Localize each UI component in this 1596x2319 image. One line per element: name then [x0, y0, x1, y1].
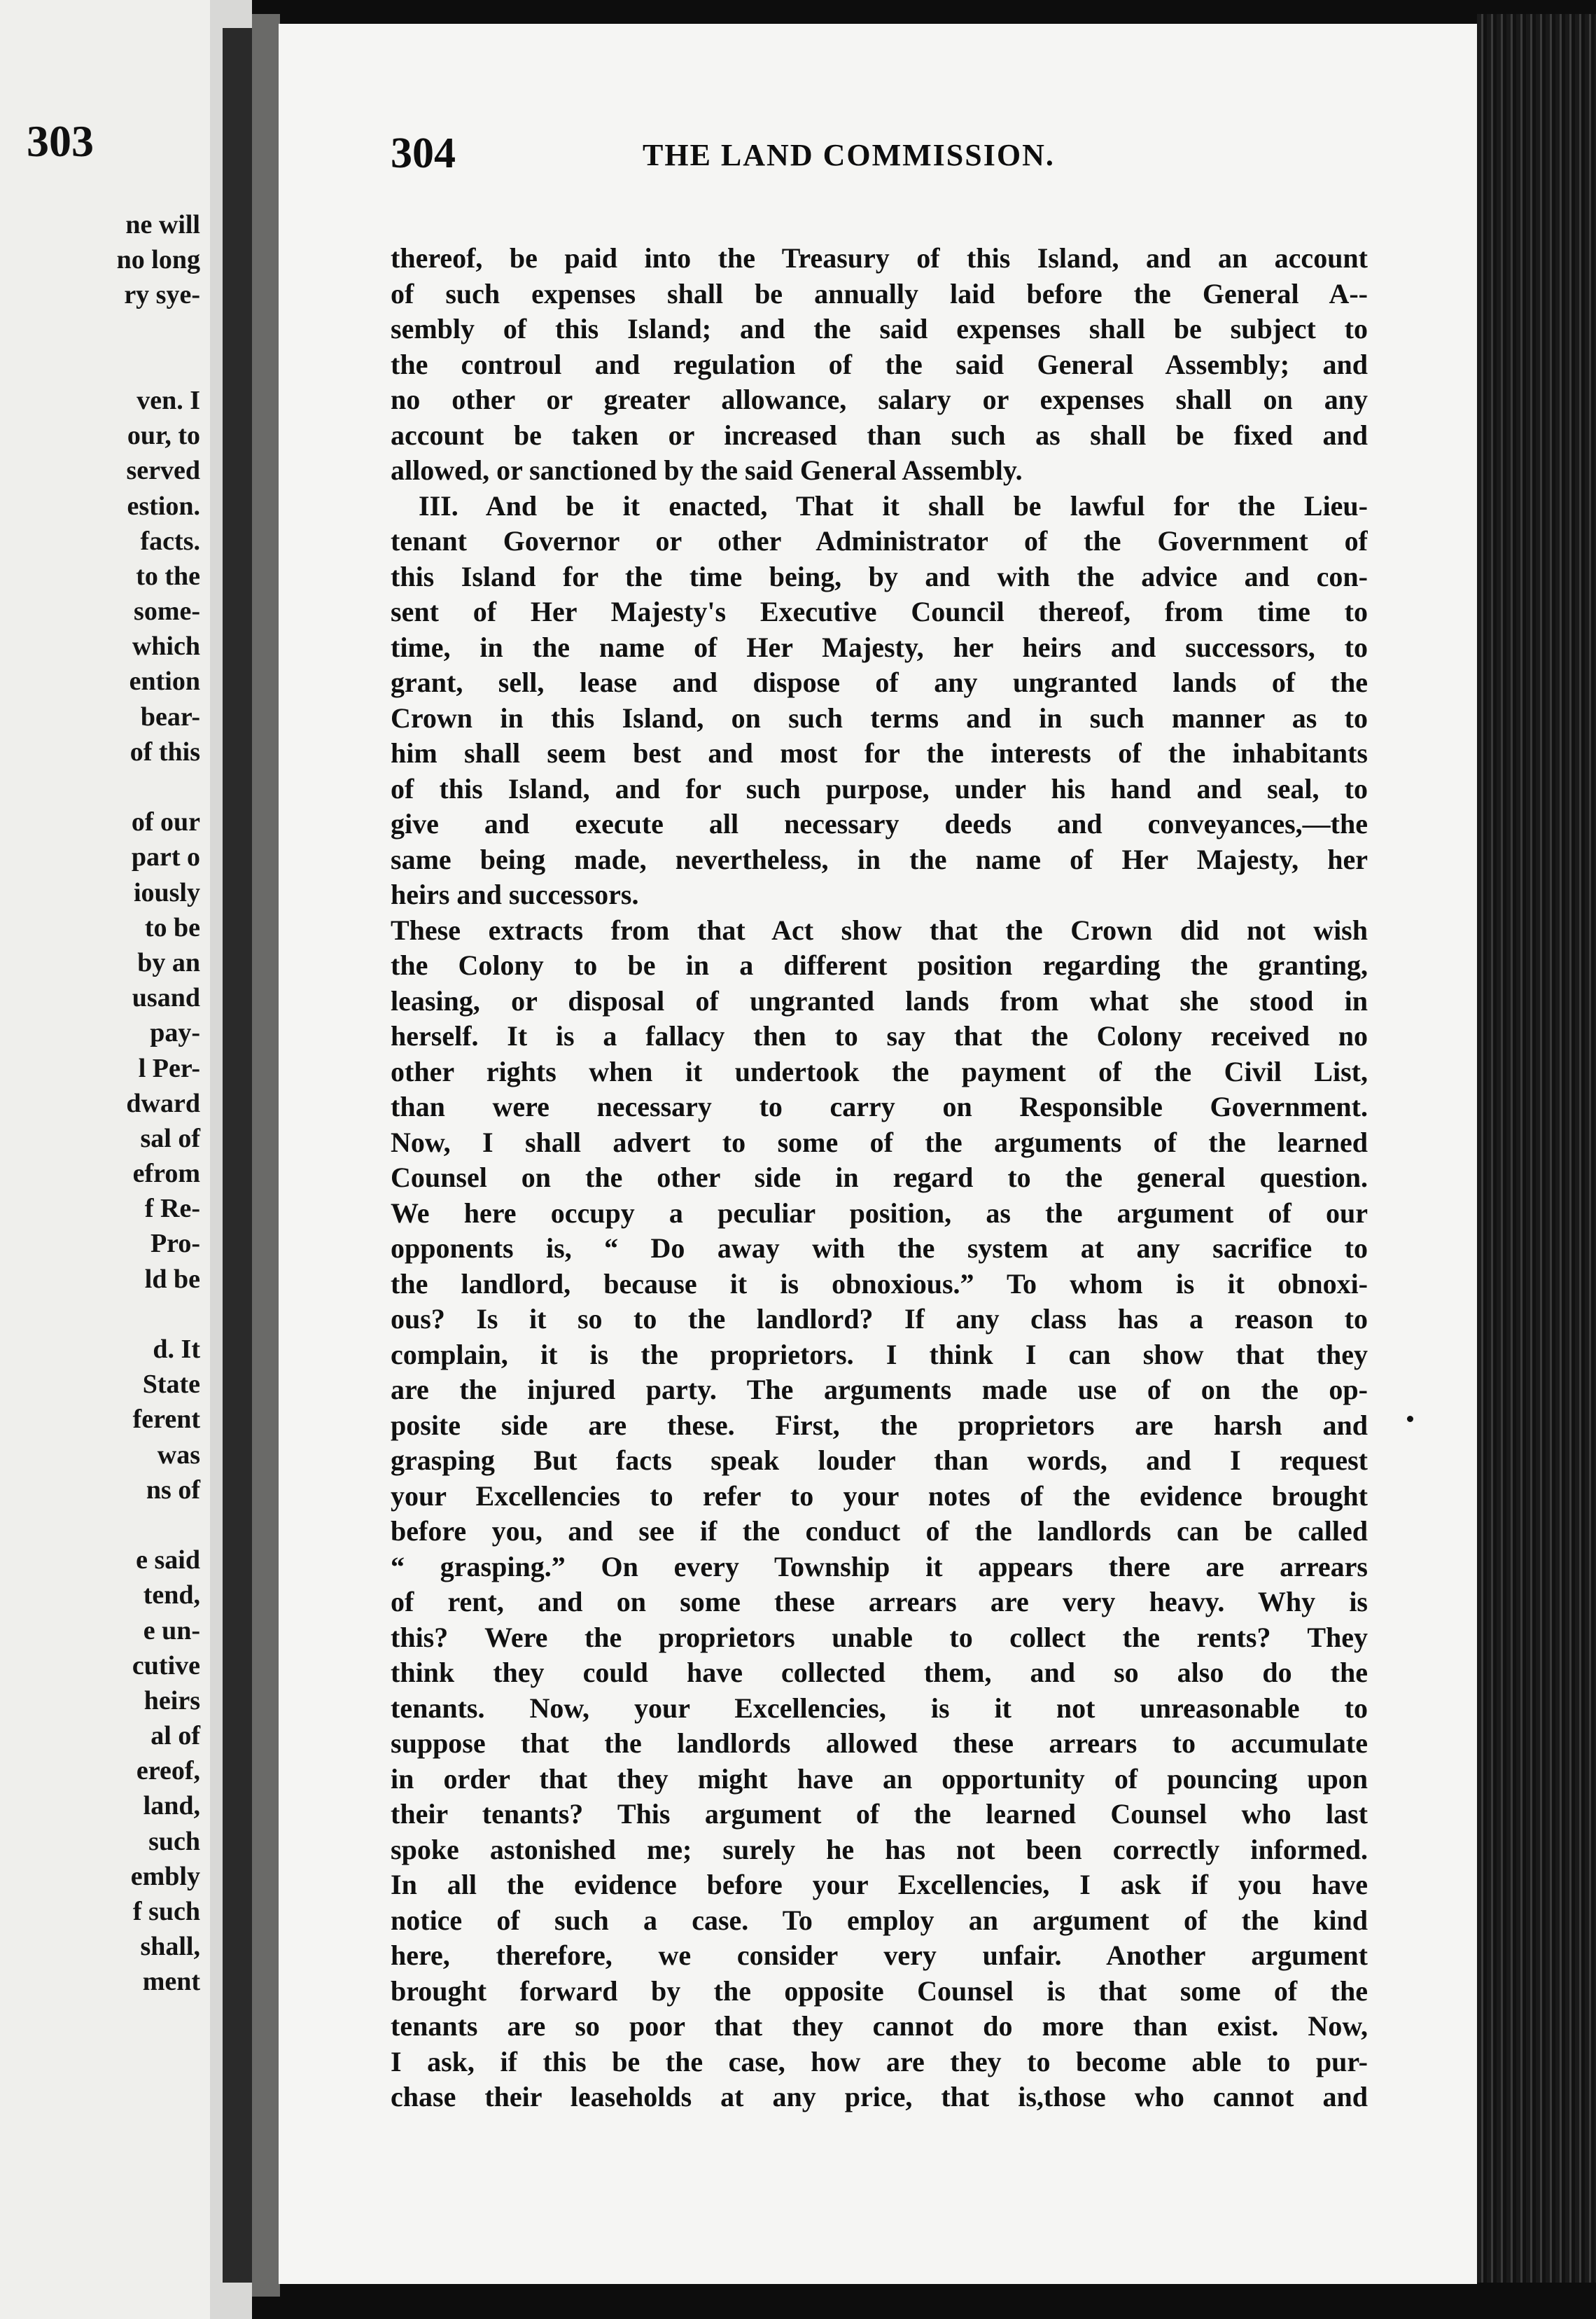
left-page-line-fragment: State: [142, 1370, 200, 1400]
text-line: Now, I shall advert to some of the arguments of the learned: [391, 1126, 1368, 1158]
left-page-line-fragment: ven. I: [136, 385, 200, 415]
left-page-line-fragment: which: [132, 632, 200, 662]
left-page-line-fragment: sal of: [140, 1123, 200, 1153]
text-line: of rent, and on some these arrears are very heavy. Why is: [391, 1586, 1368, 1617]
left-page-line-fragment: e un-: [143, 1615, 200, 1645]
left-page-line-fragment: to be: [144, 912, 200, 942]
text-line: your Excellencies to refer to your notes of the evidence brought: [391, 1479, 1368, 1512]
text-line: time, in the name of Her Majesty, her heirs and successors, to: [391, 631, 1368, 663]
left-page-line-fragment: estion.: [127, 491, 200, 521]
text-line: grant, sell, lease and dispose of any ungranted lands of the: [391, 667, 1368, 698]
facing-page-left: [0, 0, 210, 2319]
text-line: before you, and see if the conduct of the landlords can be called: [391, 1515, 1368, 1547]
text-line: III. And be it enacted, That it shall be lawful for the Lieu-: [419, 489, 1368, 522]
text-line: heirs and successors.: [391, 879, 639, 910]
text-line: than were necessary to carry on Responsible Government.: [391, 1091, 1368, 1122]
page-number: 304: [391, 130, 456, 177]
main-page: [279, 24, 1477, 2284]
left-page-line-fragment: f Re-: [144, 1194, 200, 1224]
left-page-line-fragment: shall,: [140, 1932, 200, 1962]
left-page-line-fragment: heirs: [144, 1685, 200, 1715]
left-page-line-fragment: [4, 769, 200, 805]
text-line: tenants. Now, your Excellencies, is it not unreasonable to: [391, 1692, 1368, 1724]
text-line: no other or greater allowance, salary or expenses shall on any: [391, 384, 1368, 415]
left-page-line-fragment: our, to: [127, 421, 200, 451]
text-line: give and execute all necessary deeds and conveyances,—the: [391, 808, 1368, 840]
text-line: him shall seem best and most for the interests of the inhabitants: [391, 737, 1368, 769]
left-page-line-fragment: ereof,: [136, 1756, 200, 1786]
page-edge: [252, 14, 280, 2297]
left-page-line-fragment: ferent: [132, 1405, 200, 1435]
left-page-line-fragment: facts.: [140, 526, 200, 556]
text-line: the Colony to be in a different position regarding the granting,: [391, 949, 1368, 981]
text-line: this? Were the proprietors unable to collect the rents? They: [391, 1621, 1368, 1653]
left-page-text-fragments: [4, 207, 200, 2000]
ink-speck: [1407, 1416, 1413, 1422]
running-head: [391, 129, 1399, 178]
text-line: here, therefore, we consider very unfair. Another argument: [391, 1940, 1368, 1971]
text-line: grasping But facts speak louder than words, and I request: [391, 1444, 1368, 1476]
text-line: the controul and regulation of the said General Assembly; and: [391, 348, 1368, 380]
left-page-number: 303: [27, 116, 94, 166]
running-title: THE LAND COMMISSION.: [643, 138, 1055, 172]
left-page-line-fragment: was: [157, 1440, 200, 1470]
text-line: These extracts from that Act show that the Crown did not wish: [391, 914, 1368, 946]
left-page-line-fragment: served: [126, 456, 200, 486]
text-line: “ grasping.” On every Township it appears there are arrears: [391, 1550, 1368, 1582]
left-page-line-fragment: tend,: [143, 1580, 200, 1610]
left-page-line-fragment: land,: [143, 1791, 200, 1821]
left-page-line-fragment: by an: [137, 947, 200, 977]
left-page-line-fragment: such: [148, 1826, 200, 1856]
text-line: sent of Her Majesty's Executive Council thereof, from time to: [391, 596, 1368, 627]
text-line: posite side are these. First, the proprietors are harsh and: [391, 1409, 1368, 1441]
left-page-line-fragment: e said: [136, 1545, 200, 1575]
text-line: the landlord, because it is obnoxious.” To whom is it obnoxi-: [391, 1267, 1368, 1300]
text-line: opponents is, “ Do away with the system at any sacrifice to: [391, 1232, 1368, 1264]
text-line: thereof, be paid into the Treasury of this Island, and an account: [391, 242, 1368, 274]
page-stack-edge: [1477, 14, 1596, 2283]
text-line: I ask, if this be the case, how are they to become able to pur-: [391, 2045, 1368, 2077]
text-line: We here occupy a peculiar position, as the argument of our: [391, 1197, 1368, 1229]
text-line: are the injured party. The arguments made use of on the op-: [391, 1374, 1368, 1405]
left-page-line-fragment: ment: [142, 1967, 200, 1997]
left-page-line-fragment: bear-: [140, 702, 200, 732]
text-line: think they could have collected them, and so also do the: [391, 1657, 1368, 1688]
text-line: same being made, nevertheless, in the name of Her Majesty, her: [391, 843, 1368, 875]
text-line: leasing, or disposal of ungranted lands from what she stood in: [391, 984, 1368, 1017]
left-page-line-fragment: some-: [134, 597, 200, 627]
text-line: herself. It is a fallacy then to say that the Colony received no: [391, 1020, 1368, 1052]
left-page-line-fragment: al of: [150, 1721, 200, 1751]
text-line: notice of such a case. To employ an argument of the kind: [391, 1904, 1368, 1936]
left-page-line-fragment: ry sye-: [124, 280, 200, 310]
text-line: brought forward by the opposite Counsel is that some of the: [391, 1975, 1368, 2007]
left-page-line-fragment: ld be: [144, 1264, 200, 1294]
left-page-line-fragment: ns of: [146, 1475, 200, 1505]
left-page-line-fragment: dward: [126, 1088, 200, 1118]
left-page-line-fragment: [4, 1507, 200, 1542]
left-page-line-fragment: part o: [131, 842, 200, 872]
body-text: [391, 241, 1368, 2115]
text-line: suppose that the landlords allowed these arrears to accumulate: [391, 1727, 1368, 1759]
text-line: of such expenses shall be annually laid before the General A--: [391, 277, 1368, 309]
text-line: Crown in this Island, on such terms and in such manner as to: [391, 702, 1368, 734]
text-line: Counsel on the other side in regard to the general question.: [391, 1162, 1368, 1193]
left-page-line-fragment: l Per-: [138, 1053, 200, 1083]
text-line: allowed, or sanctioned by the said General Assembly.: [391, 454, 1023, 486]
text-line: spoke astonished me; surely he has not been correctly informed.: [391, 1833, 1368, 1865]
text-line: sembly of this Island; and the said expenses shall be subject to: [391, 313, 1368, 344]
text-line: in order that they might have an opportunity of pouncing upon: [391, 1762, 1368, 1795]
left-page-line-fragment: [4, 1297, 200, 1332]
left-page-line-fragment: d. It: [153, 1335, 200, 1364]
left-page-line-fragment: to the: [136, 561, 200, 591]
left-page-line-fragment: efrom: [132, 1159, 200, 1189]
left-page-line-fragment: no long: [116, 245, 200, 275]
text-line: other rights when it undertook the payment of the Civil List,: [391, 1055, 1368, 1087]
left-page-line-fragment: f such: [132, 1897, 200, 1926]
text-line: tenant Governor or other Administrator of the Government of: [391, 525, 1368, 557]
text-line: chase their leaseholds at any price, that is,those who cannot and: [391, 2081, 1368, 2112]
left-page-line-fragment: Pro-: [150, 1229, 200, 1259]
left-page-line-fragment: ne will: [125, 210, 200, 239]
text-line: In all the evidence before your Excellencies, I ask if you have: [391, 1869, 1368, 1900]
text-line: this Island for the time being, by and with the advice and con-: [391, 560, 1368, 592]
left-page-line-fragment: [4, 348, 200, 383]
text-line: tenants are so poor that they cannot do more than exist. Now,: [391, 2010, 1368, 2042]
left-page-line-fragment: cutive: [132, 1650, 200, 1680]
left-page-line-fragment: ention: [129, 667, 200, 697]
left-page-line-fragment: usand: [132, 983, 200, 1013]
left-page-line-fragment: embly: [130, 1861, 200, 1891]
left-page-line-fragment: [4, 313, 200, 348]
text-line: complain, it is the proprietors. I think I can show that they: [391, 1338, 1368, 1370]
left-page-line-fragment: iously: [133, 877, 200, 907]
text-line: account be taken or increased than such as shall be fixed and: [391, 419, 1368, 451]
left-page-line-fragment: of this: [130, 737, 200, 767]
text-line: of this Island, and for such purpose, under his hand and seal, to: [391, 772, 1368, 805]
text-line: their tenants? This argument of the learned Counsel who last: [391, 1798, 1368, 1830]
text-line: ous? Is it so to the landlord? If any class has a reason to: [391, 1303, 1368, 1335]
left-page-line-fragment: pay-: [150, 1018, 200, 1048]
left-page-line-fragment: of our: [131, 807, 200, 837]
